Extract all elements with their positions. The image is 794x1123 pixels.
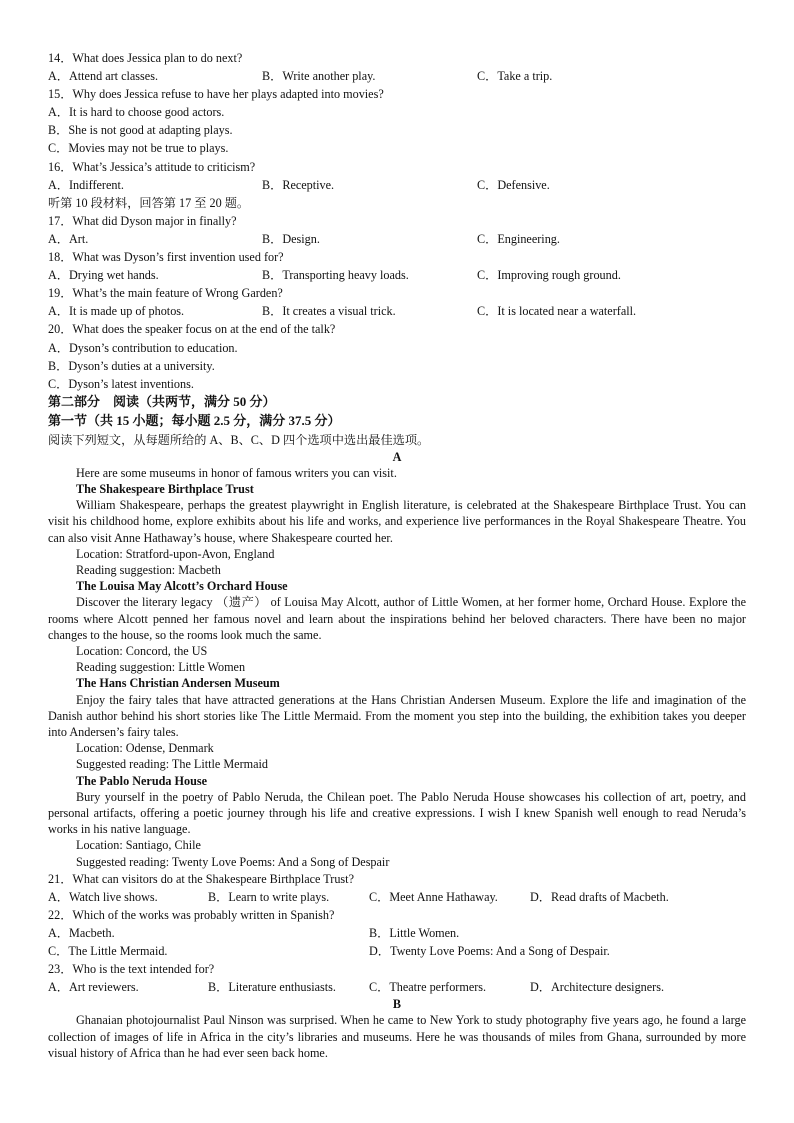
reading-instruction: 阅读下列短文，从每题所给的 A、B、C、D 四个选项中选出最佳选项。 xyxy=(48,432,430,447)
q18-stem: 18．What was Dyson’s first invention used for? xyxy=(48,250,284,265)
museum-3-suggestion: Suggested reading: The Little Mermaid xyxy=(76,757,269,772)
q19-option-b: B．It creates a visual trick. xyxy=(262,304,396,319)
q22-option-b: B．Little Women. xyxy=(369,926,460,941)
q14-option-b: B．Write another play. xyxy=(262,69,376,84)
q22-option-d: D．Twenty Love Poems: And a Song of Despair. xyxy=(369,944,610,959)
q23-option-d: D．Architecture designers. xyxy=(530,980,665,995)
q21-option-c: C．Meet Anne Hathaway. xyxy=(369,889,498,904)
passage-b-paragraph-1: Ghanaian photojournalist Paul Ninson was surprised. When he came to New York to study photography five years ago, he found a large collection of images of life in Africa in the city’s libraries and museums. Here he was thousands of miles from Ghana, surrounded by more visual history of Africa than he had ever seen back home. xyxy=(48,1013,746,1060)
q19-option-c: C．It is located near a waterfall. xyxy=(477,304,637,319)
part2-heading: 第二部分 阅读（共两节，满分 50 分） xyxy=(48,393,276,409)
q22-option-c: C．The Little Mermaid. xyxy=(48,944,168,959)
q18-options xyxy=(48,266,746,284)
q20-option-c: C．Dyson’s latest inventions. xyxy=(48,376,194,391)
q16-options xyxy=(48,176,746,194)
q18-option-a: A．Drying wet hands. xyxy=(48,268,159,283)
q16-option-a: A．Indifferent. xyxy=(48,177,124,192)
q15-option-c: C．Movies may not be true to plays. xyxy=(48,141,229,156)
museum-2-body: Discover the literary legacy （遗产） of Louisa May Alcott, author of Little Women, at her former home, Orchard House. Explore the rooms where Alcott penned her famous novel and learn about the inspirations behind her beloved characters. There have been no major changes to the house, so the rooms look much the same. xyxy=(48,595,746,642)
q19-options xyxy=(48,302,746,320)
q14-stem: 14．What does Jessica plan to do next? xyxy=(48,51,243,65)
q23-stem: 23．Who is the text intended for? xyxy=(48,962,215,977)
q23-option-c: C．Theatre performers. xyxy=(369,980,487,995)
q21-option-a: A．Watch live shows. xyxy=(48,889,158,904)
q15-option-b: B．She is not good at adapting plays. xyxy=(48,123,233,138)
museum-4-location: Location: Santiago, Chile xyxy=(76,838,201,853)
q23-option-a: A．Art reviewers. xyxy=(48,980,139,995)
q18-option-c: C．Improving rough ground. xyxy=(477,268,621,283)
q21-option-b: B．Learn to write plays. xyxy=(208,889,330,904)
q14-option-c: C．Take a trip. xyxy=(477,69,553,84)
section1-heading: 第一节（共 15 小题；每小题 2.5 分，满分 37.5 分） xyxy=(48,412,341,428)
q21-options xyxy=(48,888,746,906)
exam-page xyxy=(48,49,746,1061)
passage-b-label: B xyxy=(392,997,402,1012)
q22-options-row1 xyxy=(48,924,746,942)
q15-stem: 15．Why does Jessica refuse to have her plays adapted into movies? xyxy=(48,87,384,102)
q23-option-b: B．Literature enthusiasts. xyxy=(208,980,336,995)
museum-3-title: The Hans Christian Andersen Museum xyxy=(76,676,280,691)
q23-options xyxy=(48,978,746,996)
q20-option-a: A．Dyson’s contribution to education. xyxy=(48,340,238,355)
q20-option-b: B．Dyson’s duties at a university. xyxy=(48,358,215,373)
q16-stem: 16．What’s Jessica’s attitude to criticism? xyxy=(48,159,256,174)
q16-option-b: B．Receptive. xyxy=(262,177,335,192)
q17-stem: 17．What did Dyson major in finally? xyxy=(48,213,237,228)
museum-1-location: Location: Stratford-upon-Avon, England xyxy=(76,546,275,561)
q22-option-a: A．Macbeth. xyxy=(48,926,115,941)
museum-3-location: Location: Odense, Denmark xyxy=(76,741,214,756)
passage-a-label: A xyxy=(392,449,402,464)
museum-2-suggestion: Reading suggestion: Little Women xyxy=(76,660,246,675)
q16-option-c: C．Defensive. xyxy=(477,177,550,192)
q21-stem: 21．What can visitors do at the Shakespeare Birthplace Trust? xyxy=(48,871,354,886)
q17-option-b: B．Design. xyxy=(262,231,320,246)
q19-option-a: A．It is made up of photos. xyxy=(48,304,185,319)
listening-instruction: 听第 10 段材料，回答第 17 至 20 题。 xyxy=(48,195,250,210)
museum-1-suggestion: Reading suggestion: Macbeth xyxy=(76,563,221,578)
q17-options xyxy=(48,230,746,248)
q18-option-b: B．Transporting heavy loads. xyxy=(262,268,409,283)
museum-4-body: Bury yourself in the poetry of Pablo Neruda, the Chilean poet. The Pablo Neruda House showcases his collection of art, poetry, and personal artifacts, offering a poetic journey through his life and creative expressions. I wish I knew Spanish well enough to read Neruda’s works in his native language. xyxy=(48,789,746,837)
q20-stem: 20．What does the speaker focus on at the end of the talk? xyxy=(48,322,336,337)
q15-option-a: A．It is hard to choose good actors. xyxy=(48,105,225,120)
museum-1-title: The Shakespeare Birthplace Trust xyxy=(76,482,254,497)
passage-a-intro: Here are some museums in honor of famous writers you can visit. xyxy=(76,465,397,480)
museum-3-body: Enjoy the fairy tales that have attracted generations at the Hans Christian Andersen Museum. Explore the life and imagination of the Danish author behind his short stories like The Little Mermaid. From the moment you step into the building, the exhibition takes you deeper into Andersen’s fairy tales. xyxy=(48,692,746,739)
museum-4-suggestion: Suggested reading: Twenty Love Poems: And a Song of Despair xyxy=(76,854,390,869)
q22-options-row2 xyxy=(48,942,746,960)
q17-option-a: A．Art. xyxy=(48,231,89,246)
museum-4-title: The Pablo Neruda House xyxy=(76,773,208,788)
q14-option-a: A．Attend art classes. xyxy=(48,69,158,84)
museum-2-title: The Louisa May Alcott’s Orchard House xyxy=(76,579,288,594)
q22-stem: 22．Which of the works was probably written in Spanish? xyxy=(48,907,335,922)
q14-options xyxy=(48,67,746,85)
museum-1-body: William Shakespeare, perhaps the greatest playwright in English literature, is celebrated at the Shakespeare Birthplace Trust. You can visit his childhood home, explore exhibits about his life and works, and experience live performances in the Royal Shakespeare Theatre. You can also visit Anne Hathaway’s house, where Shakespeare courted her. xyxy=(48,498,746,545)
q17-option-c: C．Engineering. xyxy=(477,231,560,246)
q19-stem: 19．What’s the main feature of Wrong Garden? xyxy=(48,286,283,301)
q21-option-d: D．Read drafts of Macbeth. xyxy=(530,889,669,904)
museum-2-location: Location: Concord, the US xyxy=(76,644,208,659)
